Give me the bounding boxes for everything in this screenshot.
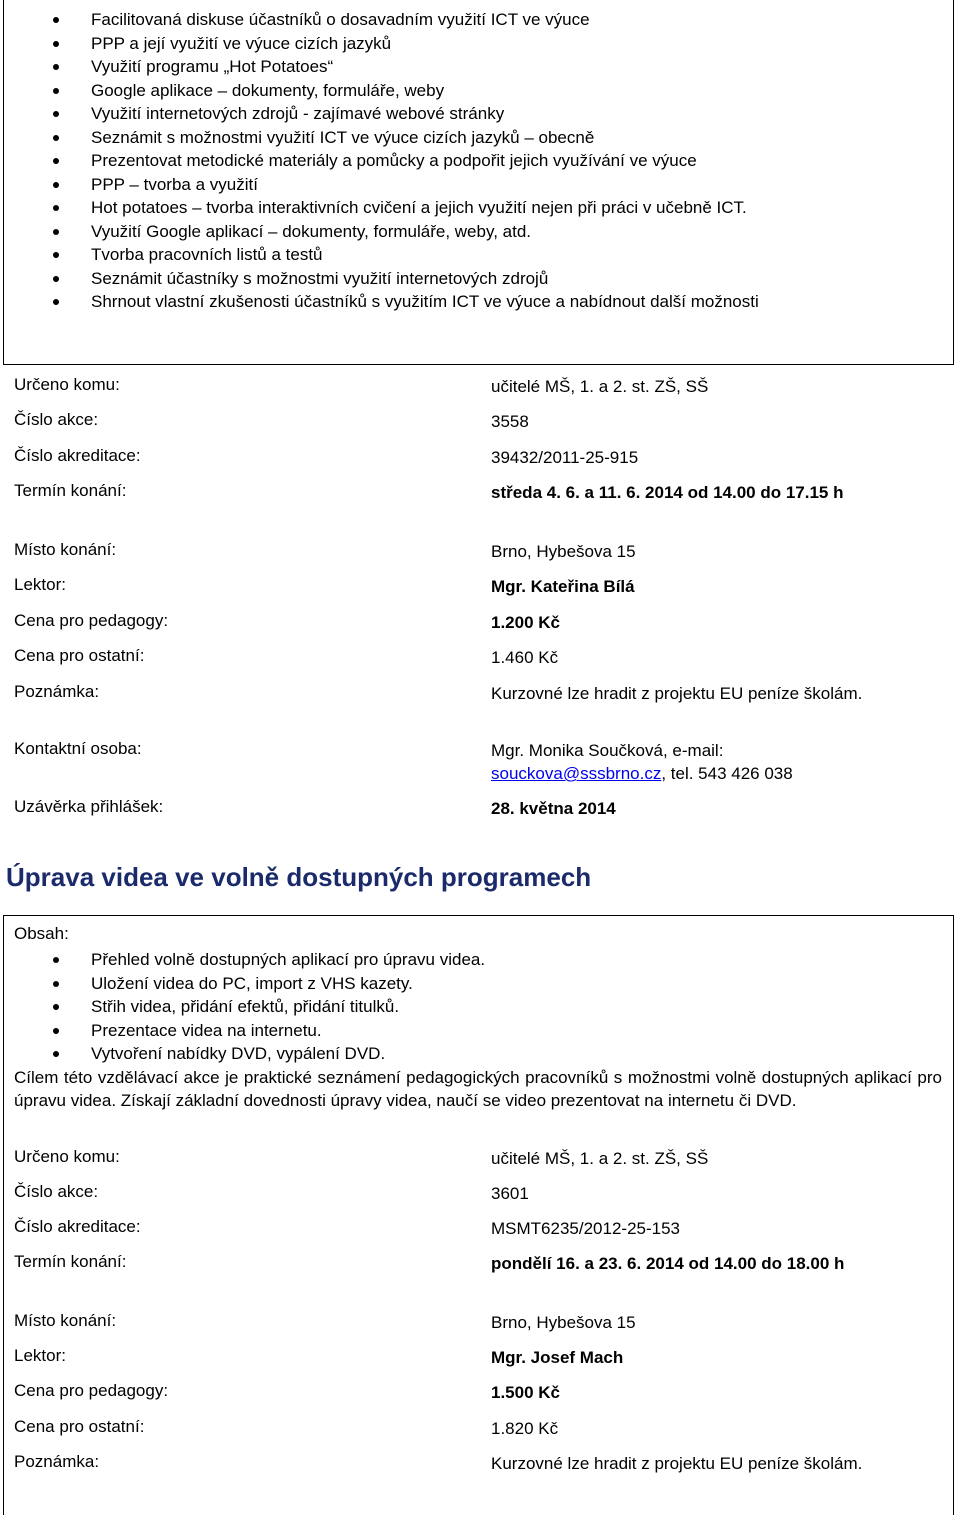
bullet-icon xyxy=(53,981,59,987)
bullet-icon xyxy=(53,182,59,188)
bullet-icon xyxy=(53,111,59,117)
bullet-icon xyxy=(53,158,59,164)
list-item: Uložení videa do PC, import z VHS kazety. xyxy=(0,972,943,996)
course-description: Cílem této vzdělávací akce je praktické seznámení pedagogických pracovníků s možnostmi volně dostupných aplikací pro úpravu videa. Získají základní dovednosti úpravy videa, naučí se video prezentovat na internetu či DVD. xyxy=(14,1068,942,1110)
list-item: Seznámit účastníky s možnostmi využití internetových zdrojů xyxy=(0,267,943,291)
bullet-icon xyxy=(53,957,59,963)
bullet-icon xyxy=(53,135,59,141)
list-item: Tvorba pracovních listů a testů xyxy=(0,243,943,267)
course-topics-list xyxy=(0,8,943,314)
bullet-icon xyxy=(53,88,59,94)
bullet-icon xyxy=(53,17,59,23)
contents-label: Obsah: xyxy=(14,924,69,943)
list-item: Shrnout vlastní zkušenosti účastníků s využitím ICT ve výuce a nabídnout další možnosti xyxy=(0,290,943,314)
bullet-icon xyxy=(53,276,59,282)
list-item: Přehled volně dostupných aplikací pro úpravu videa. xyxy=(0,948,943,972)
list-item: Střih videa, přidání efektů, přidání titulků. xyxy=(0,995,943,1019)
course-title: Úprava videa ve volně dostupných programech xyxy=(6,862,592,892)
bullet-icon xyxy=(53,64,59,70)
bullet-icon xyxy=(53,205,59,211)
list-item: Využití Google aplikací – dokumenty, formuláře, weby, atd. xyxy=(0,220,943,244)
course-contents-list xyxy=(0,948,943,1066)
list-item: Vytvoření nabídky DVD, vypálení DVD. xyxy=(0,1042,943,1066)
list-item: Využití internetových zdrojů - zajímavé webové stránky xyxy=(0,102,943,126)
list-item: Google aplikace – dokumenty, formuláře, weby xyxy=(0,79,943,103)
list-item: Využití programu „Hot Potatoes“ xyxy=(0,55,943,79)
bullet-icon xyxy=(53,1051,59,1057)
list-item: PPP – tvorba a využití xyxy=(0,173,943,197)
bullet-icon xyxy=(53,1004,59,1010)
list-item: Seznámit s možnostmi využití ICT ve výuce cizích jazyků – obecně xyxy=(0,126,943,150)
bullet-icon xyxy=(53,41,59,47)
bullet-icon xyxy=(53,299,59,305)
list-item: Hot potatoes – tvorba interaktivních cvičení a jejich využití nejen při práci v učebně ICT. xyxy=(0,196,943,220)
list-item: Prezentace videa na internetu. xyxy=(0,1019,943,1043)
bullet-icon xyxy=(53,252,59,258)
contact-email-link[interactable]: souckova@sssbrno.cz xyxy=(491,764,662,783)
bullet-icon xyxy=(53,229,59,235)
bullet-icon xyxy=(53,1028,59,1034)
list-item: Facilitovaná diskuse účastníků o dosavadním využití ICT ve výuce xyxy=(0,8,943,32)
document-page: Facilitovaná diskuse účastníků o dosavadním využití ICT ve výuce PPP a její využití ve výuce cizích jazyků Využití programu „Hot Potatoes“ Google aplikace – dokumenty, formuláře, weby Využití internetových zdrojů - zajímavé webové stránky Seznámit s možnostmi využití ICT ve výuce cizích jazyků – obecně Prezentovat metodické materiály a pomůcky a podpořit jejich využívání ve výuce PPP – tvorba a využití Hot potatoes – tvorba interaktivních cvičení a jejich využití nejen při práci v učebně ICT. Využití Google aplikací – dokumenty, formuláře, weby, atd. Tvorba pracovních listů a testů Seznámit účastníky s možnostmi využití internetových zdrojů Shrnout vlastní zkušenosti účastníků s využitím ICT ve výuce a nabídnout další možnosti Určeno komu: učitelé MŠ, 1. a 2. st. ZŠ, SŠ Číslo akce: 3558 Číslo akreditace: 39432/2011-25-915 Termín konání: středa 4. 6. a 11. 6. 2014 od 14.00 do 17.15 h Místo konání: Brno, Hybešova 15 Lektor: Mgr. Kateřina Bílá Cena pro pedagogy: 1.200 Kč Cena pro ostatní: 1.460 Kč Poznámka: Kurzovné lze hradit z projektu EU peníze školám. Kontaktní osoba: Mgr. Monika Součková, e-mail: souckova@sssbrno.cz, tel. 543 426 038 Uzávěrka přihlášek: 28. května 2014 Úprava videa ve volně dostupných programech Obsah: Přehled volně dostupných aplikací pro úpravu videa. Uložení videa do PC, import z VHS kazety. Střih videa, přidání efektů, přidání titulků. Prezentace videa na internetu. Vytvoření nabídky DVD, vypálení DVD. Cílem této vzdělávací akce je praktické seznámení pedagogických pracovníků s možnostmi volně dostupných aplikací pro úpravu videa. Získají základní dovednosti úpravy videa, naučí se video prezentovat na internetu či DVD. Určeno komu: učitelé MŠ, 1. a 2. st. ZŠ, SŠ Číslo akce: 3601 Číslo akreditace: MSMT6235/2012-25-153 Termín konání: pondělí 16. a 23. 6. 2014 od 14.00 do 18.00 h Místo konání: Brno, Hybešova 15 Lektor: Mgr. Josef Mach Cena pro pedagogy: 1.500 Kč Cena pro ostatní: 1.820 Kč Poznámka: Kurzovné lze hradit z projektu EU peníze školám. xyxy=(0,0,960,1506)
list-item: Prezentovat metodické materiály a pomůcky a podpořit jejich využívání ve výuce xyxy=(0,149,943,173)
list-item: PPP a její využití ve výuce cizích jazyků xyxy=(0,32,943,56)
